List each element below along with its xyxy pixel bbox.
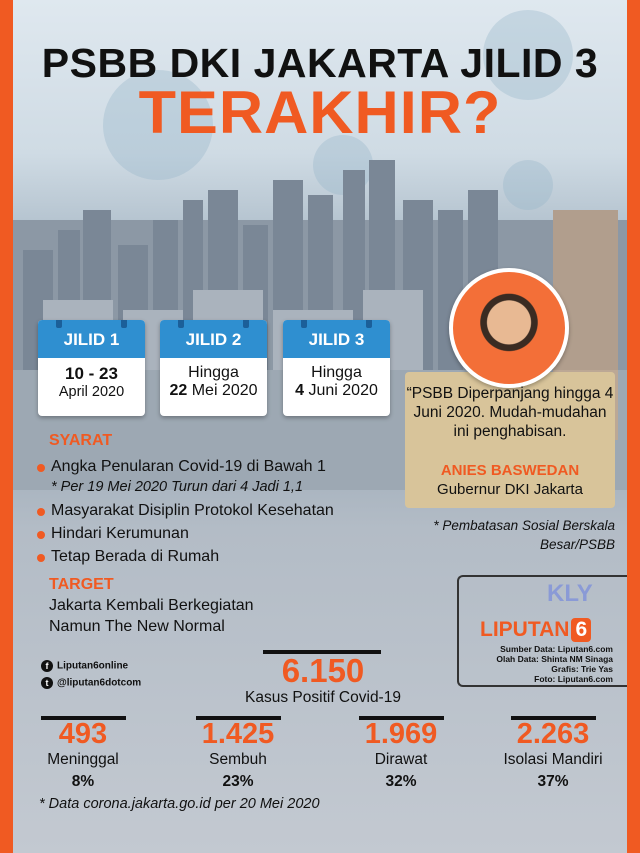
credits bbox=[483, 644, 613, 684]
phase-label: JILID 2 bbox=[160, 320, 267, 358]
credit-line: Sumber Data: Liputan6.com bbox=[500, 644, 613, 654]
target-line: Jakarta Kembali Berkegiatan bbox=[49, 597, 254, 614]
list-item: Angka Penularan Covid-19 di Bawah 1 bbox=[35, 455, 395, 478]
target-heading: TARGET bbox=[49, 576, 114, 593]
target-line: Namun The New Normal bbox=[49, 618, 225, 635]
stat-value: 2.263 bbox=[516, 718, 590, 750]
phase-card-1 bbox=[38, 320, 145, 416]
speaker-name: ANIES BASWEDAN bbox=[440, 462, 580, 479]
stat-value: 493 bbox=[58, 718, 108, 750]
twitter-link[interactable]: t @liputan6dotcom bbox=[41, 677, 141, 689]
phase-date: 4 Juni 2020 bbox=[295, 382, 378, 399]
credit-line: Grafis: Trie Yas bbox=[551, 664, 613, 674]
list-item-note: * Per 19 Mei 2020 Turun dari 4 Jadi 1,1 bbox=[51, 479, 304, 495]
facebook-link[interactable]: f Liputan6online bbox=[41, 660, 128, 672]
facebook-icon: f bbox=[41, 660, 53, 672]
syarat-heading: SYARAT bbox=[49, 432, 113, 449]
page-title: PSBB DKI JAKARTA JILID 3 bbox=[41, 40, 599, 86]
twitter-icon: t bbox=[41, 677, 53, 689]
phase-card-3 bbox=[283, 320, 390, 416]
stat-percent: 32% bbox=[385, 773, 417, 790]
phase-card-2 bbox=[160, 320, 267, 416]
stat-percent: 8% bbox=[71, 773, 95, 790]
stat-percent: 23% bbox=[222, 773, 254, 790]
page-subtitle: TERAKHIR? bbox=[138, 79, 502, 146]
infographic bbox=[13, 0, 627, 853]
list-item: Masyarakat Disiplin Protokol Kesehatan bbox=[35, 499, 395, 522]
kly-logo: KLY bbox=[547, 580, 593, 607]
quote-text: “PSBB Diperpanjang hingga 4 Juni 2020. Mudah-mudahan ini penghabisan. bbox=[406, 385, 614, 440]
phase-date: 22 Mei 2020 bbox=[169, 382, 258, 399]
credit-line: Olah Data: Shinta NM Sinaga bbox=[496, 654, 613, 664]
credit-line: Foto: Liputan6.com bbox=[534, 674, 613, 684]
psbb-footnote: * Pembatasan Sosial Berskala Besar/PSBB bbox=[433, 518, 615, 552]
data-footnote: * Data corona.jakarta.go.id per 20 Mei 2020 bbox=[39, 796, 320, 812]
stat-value: 1.425 bbox=[201, 718, 275, 750]
phase-dates: 10 - 23 bbox=[65, 364, 118, 383]
target-text bbox=[49, 595, 254, 637]
list-item: Tetap Berada di Rumah bbox=[35, 545, 395, 568]
speaker-role: Gubernur DKI Jakarta bbox=[437, 481, 583, 498]
phase-until: Hingga bbox=[188, 364, 239, 381]
stat-label: Dirawat bbox=[374, 751, 428, 768]
list-item: Hindari Kerumunan bbox=[35, 522, 395, 545]
stat-label: Isolasi Mandiri bbox=[503, 751, 603, 768]
total-cases-label: Kasus Positif Covid-19 bbox=[245, 689, 401, 706]
syarat-list bbox=[35, 455, 395, 568]
phase-label: JILID 3 bbox=[283, 320, 390, 358]
phase-label: JILID 1 bbox=[38, 320, 145, 358]
stat-label: Sembuh bbox=[209, 751, 267, 768]
speaker-photo bbox=[449, 268, 569, 388]
phase-month: April 2020 bbox=[58, 384, 125, 400]
phase-until: Hingga bbox=[311, 364, 362, 381]
stat-label: Meninggal bbox=[47, 751, 119, 768]
stat-percent: 37% bbox=[537, 773, 569, 790]
total-cases-value: 6.150 bbox=[281, 652, 365, 689]
stat-value: 1.969 bbox=[364, 718, 438, 750]
liputan6-logo: LIPUTAN 6 bbox=[480, 618, 591, 642]
